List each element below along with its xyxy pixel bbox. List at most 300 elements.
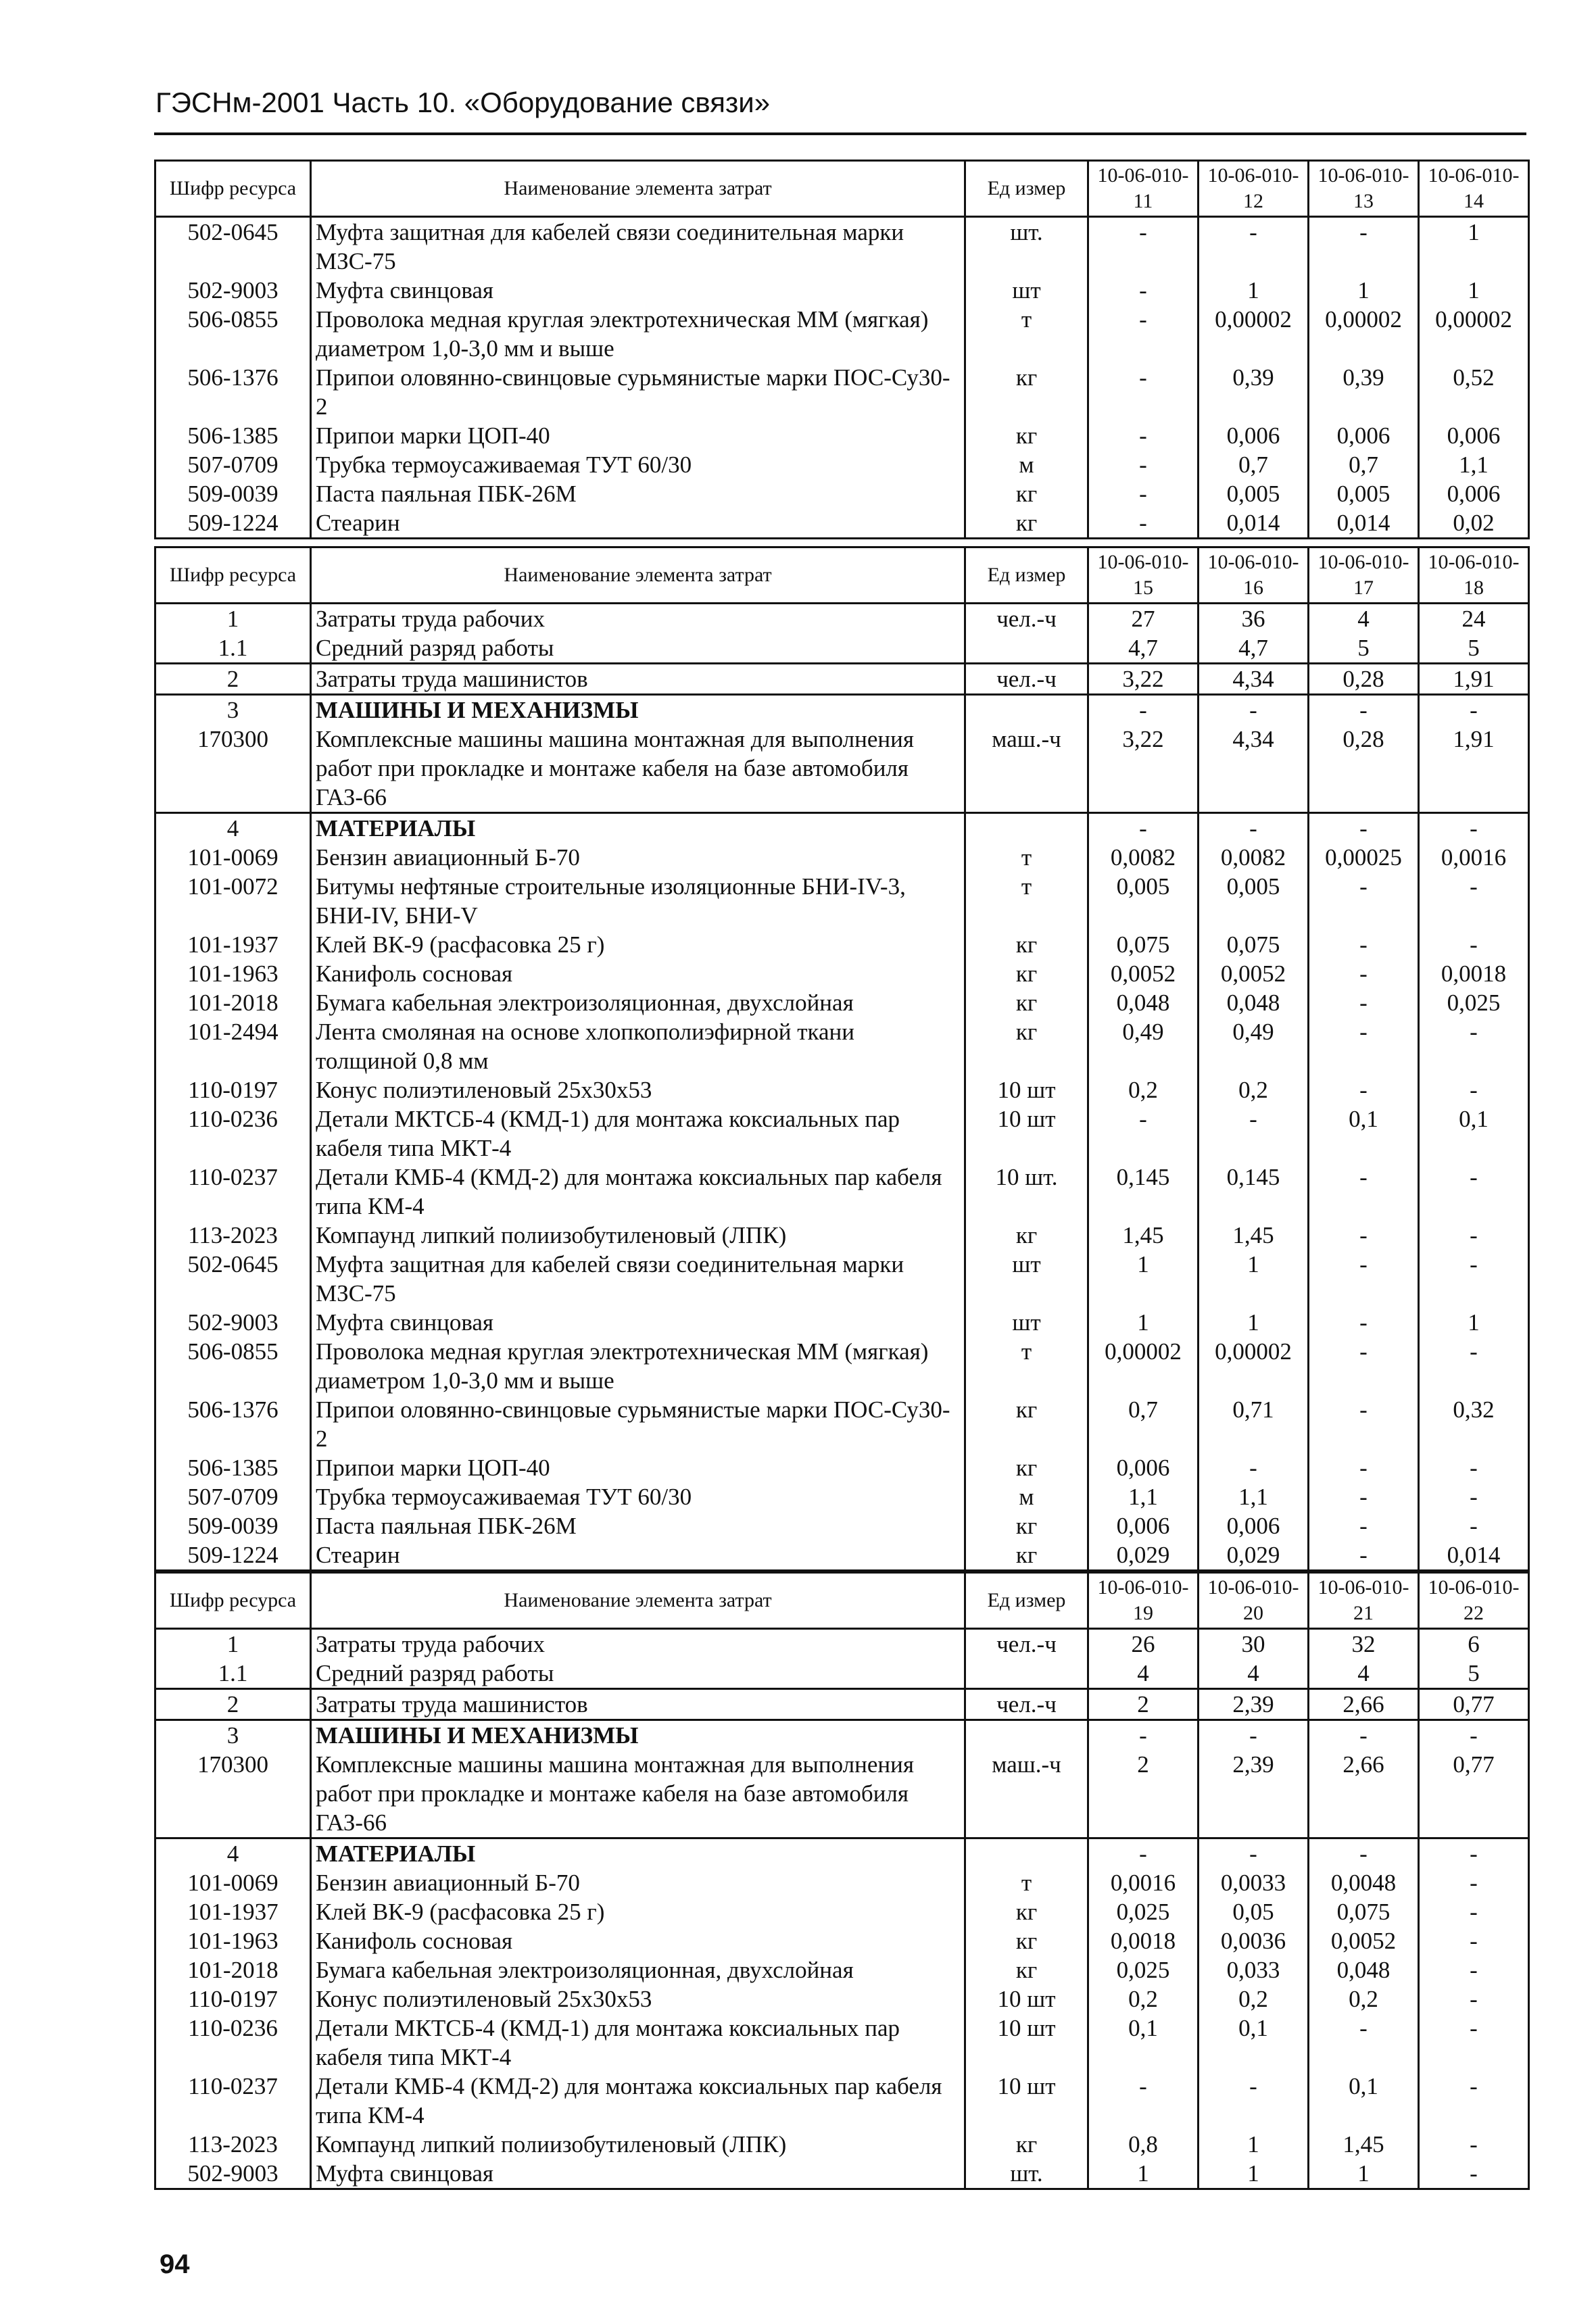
table-row: [155, 1482, 1529, 1511]
resource-name-cell: Затраты труда машинистов: [311, 664, 965, 695]
value-cell: -: [1419, 1453, 1529, 1482]
value-cell: -: [1419, 2072, 1529, 2130]
value-cell: 1: [1419, 276, 1529, 305]
unit-cell: [965, 695, 1088, 725]
unit-cell: 10 шт.: [965, 1163, 1088, 1221]
table-row: [155, 1984, 1529, 2014]
value-cell: -: [1419, 1926, 1529, 1955]
value-cell: -: [1309, 1308, 1419, 1337]
value-cell: 0,0018: [1419, 959, 1529, 988]
column-header-norm-code: 10-06-010-14: [1419, 161, 1529, 217]
column-header-norm-code: 10-06-010-21: [1309, 1573, 1419, 1629]
value-cell: 0,006: [1088, 1511, 1199, 1540]
value-cell: 1: [1419, 217, 1529, 276]
value-cell: 0,048: [1309, 1955, 1419, 1984]
resource-name-cell: Детали КМБ-4 (КМД-2) для монтажа коксиальных пар кабеля типа КМ-4: [311, 1163, 965, 1221]
unit-cell: шт.: [965, 2159, 1088, 2189]
unit-cell: т: [965, 843, 1088, 872]
value-cell: 0,048: [1088, 988, 1199, 1017]
resource-name-cell: Трубка термоусаживаемая ТУТ 60/30: [311, 1482, 965, 1511]
resource-code-cell: 110-0236: [155, 1104, 311, 1163]
value-cell: 0,39: [1309, 363, 1419, 421]
resource-name-cell: Бумага кабельная электроизоляционная, двухслойная: [311, 988, 965, 1017]
value-cell: 24: [1419, 604, 1529, 634]
unit-cell: т: [965, 305, 1088, 363]
value-cell: 0,0052: [1309, 1926, 1419, 1955]
value-cell: -: [1199, 1104, 1309, 1163]
value-cell: 0,8: [1088, 2130, 1199, 2159]
value-cell: 0,52: [1419, 363, 1529, 421]
value-cell: 0,71: [1199, 1395, 1309, 1453]
resource-code-cell: 509-1224: [155, 1540, 311, 1571]
resource-name-cell: Битумы нефтяные строительные изоляционные БНИ-IV-3, БНИ-IV, БНИ-V: [311, 872, 965, 930]
unit-cell: шт: [965, 276, 1088, 305]
resource-code-cell: 170300: [155, 725, 311, 813]
value-cell: 4,7: [1088, 633, 1199, 664]
resource-name-cell: Комплексные машины машина монтажная для выполнения работ при прокладке и монтаже кабеля на базе автомобиля ГАЗ-66: [311, 725, 965, 813]
table-row: [155, 1453, 1529, 1482]
resource-code-cell: 502-0645: [155, 1250, 311, 1308]
value-cell: -: [1419, 1720, 1529, 1751]
value-cell: 1,91: [1419, 664, 1529, 695]
column-header-code: Шифр ресурса: [155, 161, 311, 217]
value-cell: 5: [1419, 1659, 1529, 1689]
value-cell: 0,77: [1419, 1750, 1529, 1838]
resource-code-cell: 1: [155, 604, 311, 634]
page-number: 94: [160, 2249, 190, 2279]
resource-code-cell: 507-0709: [155, 1482, 311, 1511]
resource-code-cell: 502-9003: [155, 2159, 311, 2189]
value-cell: -: [1199, 1453, 1309, 1482]
value-cell: 0,033: [1199, 1955, 1309, 1984]
resource-code-cell: 101-1937: [155, 930, 311, 959]
value-cell: -: [1419, 813, 1529, 844]
unit-cell: [965, 1659, 1088, 1689]
resource-code-cell: 101-2494: [155, 1017, 311, 1075]
value-cell: 0,0016: [1088, 1868, 1199, 1897]
value-cell: 1,45: [1088, 1221, 1199, 1250]
resource-code-cell: 506-1376: [155, 1395, 311, 1453]
value-cell: 0,029: [1199, 1540, 1309, 1571]
unit-cell: [965, 813, 1088, 844]
value-cell: 1: [1088, 1250, 1199, 1308]
resource-code-cell: 506-0855: [155, 1337, 311, 1395]
value-cell: 1: [1088, 1308, 1199, 1337]
value-cell: -: [1309, 813, 1419, 844]
value-cell: 0,77: [1419, 1689, 1529, 1720]
value-cell: 0,1: [1309, 1104, 1419, 1163]
value-cell: -: [1309, 1075, 1419, 1104]
unit-cell: 10 шт: [965, 2072, 1088, 2130]
resource-code-cell: 509-0039: [155, 1511, 311, 1540]
resource-name-cell: Припои оловянно-свинцовые сурьмянистые марки ПОС-Су30-2: [311, 1395, 965, 1453]
resource-code-cell: 4: [155, 1838, 311, 1869]
value-cell: 0,0082: [1088, 843, 1199, 872]
value-cell: -: [1419, 1482, 1529, 1511]
unit-cell: кг: [965, 421, 1088, 450]
column-header-norm-code: 10-06-010-19: [1088, 1573, 1199, 1629]
resource-name-cell: Затраты труда машинистов: [311, 1689, 965, 1720]
resource-code-cell: 101-0069: [155, 843, 311, 872]
column-header-name: Наименование элемента затрат: [311, 1573, 965, 1629]
table-row: [155, 1868, 1529, 1897]
unit-cell: кг: [965, 1511, 1088, 1540]
value-cell: 1: [1309, 276, 1419, 305]
resource-name-cell: Детали КМБ-4 (КМД-2) для монтажа коксиальных пар кабеля типа КМ-4: [311, 2072, 965, 2130]
unit-cell: чел.-ч: [965, 1629, 1088, 1659]
value-cell: -: [1088, 450, 1199, 479]
resource-code-cell: 509-1224: [155, 508, 311, 539]
unit-cell: т: [965, 1868, 1088, 1897]
column-header-unit: Ед измер: [965, 1573, 1088, 1629]
value-cell: -: [1309, 930, 1419, 959]
table-row: [155, 1838, 1529, 1869]
resource-name-cell: Затраты труда рабочих: [311, 604, 965, 634]
table-row: [155, 2159, 1529, 2189]
value-cell: 2: [1088, 1689, 1199, 1720]
value-cell: 0,00002: [1088, 1337, 1199, 1395]
resource-code-cell: 101-2018: [155, 1955, 311, 1984]
resource-name-cell: Детали МКТСБ-4 (КМД-1) для монтажа коксиальных пар кабеля типа МКТ-4: [311, 1104, 965, 1163]
unit-cell: 10 шт: [965, 1984, 1088, 2014]
value-cell: -: [1419, 695, 1529, 725]
value-cell: 0,025: [1419, 988, 1529, 1017]
value-cell: 0,00002: [1199, 1337, 1309, 1395]
page-header: ГЭСНм-2001 Часть 10. «Оборудование связи»: [155, 87, 771, 118]
value-cell: 0,025: [1088, 1897, 1199, 1926]
table-row: [155, 2130, 1529, 2159]
value-cell: -: [1309, 1337, 1419, 1395]
unit-cell: шт.: [965, 217, 1088, 276]
table-row: [155, 1250, 1529, 1308]
value-cell: 0,1: [1199, 2014, 1309, 2072]
unit-cell: кг: [965, 2130, 1088, 2159]
table-row: [155, 695, 1529, 725]
value-cell: -: [1309, 2014, 1419, 2072]
value-cell: -: [1309, 1250, 1419, 1308]
resource-name-cell: Муфта свинцовая: [311, 276, 965, 305]
value-cell: 0,006: [1309, 421, 1419, 450]
value-cell: 0,0033: [1199, 1868, 1309, 1897]
value-cell: 1: [1199, 276, 1309, 305]
table-row: [155, 1926, 1529, 1955]
value-cell: 2,66: [1309, 1750, 1419, 1838]
value-cell: -: [1088, 421, 1199, 450]
value-cell: -: [1309, 1163, 1419, 1221]
value-cell: 1: [1309, 2159, 1419, 2189]
value-cell: -: [1419, 1163, 1529, 1221]
resource-name-cell: Трубка термоусаживаемая ТУТ 60/30: [311, 450, 965, 479]
value-cell: 0,005: [1199, 872, 1309, 930]
value-cell: -: [1309, 988, 1419, 1017]
table-row: [155, 1689, 1529, 1720]
value-cell: 1: [1199, 1250, 1309, 1308]
resource-code-cell: 506-0855: [155, 305, 311, 363]
table-row: [155, 1897, 1529, 1926]
column-header-norm-code: 10-06-010-13: [1309, 161, 1419, 217]
value-cell: 1: [1199, 2130, 1309, 2159]
table-row: [155, 1659, 1529, 1689]
value-cell: 0,0018: [1088, 1926, 1199, 1955]
column-header-norm-code: 10-06-010-22: [1419, 1573, 1529, 1629]
table-row: [155, 1075, 1529, 1104]
value-cell: -: [1419, 1838, 1529, 1869]
table-row: [155, 664, 1529, 695]
resource-name-cell: Конус полиэтиленовый 25x30x53: [311, 1984, 965, 2014]
value-cell: 0,28: [1309, 725, 1419, 813]
unit-cell: чел.-ч: [965, 664, 1088, 695]
table-row: [155, 604, 1529, 634]
table-row: [155, 1720, 1529, 1751]
value-cell: -: [1419, 1984, 1529, 2014]
value-cell: 0,006: [1199, 421, 1309, 450]
resource-name-cell: Лента смоляная на основе хлопкополиэфирной ткани толщиной 0,8 мм: [311, 1017, 965, 1075]
resource-name-cell: МАТЕРИАЛЫ: [311, 1838, 965, 1869]
value-cell: 0,2: [1199, 1984, 1309, 2014]
unit-cell: м: [965, 450, 1088, 479]
resource-name-cell: МАШИНЫ И МЕХАНИЗМЫ: [311, 1720, 965, 1751]
value-cell: 5: [1419, 633, 1529, 664]
table-row: [155, 276, 1529, 305]
value-cell: -: [1309, 1511, 1419, 1540]
value-cell: -: [1309, 959, 1419, 988]
value-cell: 4: [1309, 604, 1419, 634]
value-cell: 0,006: [1419, 479, 1529, 508]
value-cell: -: [1088, 1838, 1199, 1869]
resource-code-cell: 506-1376: [155, 363, 311, 421]
value-cell: 0,029: [1088, 1540, 1199, 1571]
resource-code-cell: 4: [155, 813, 311, 844]
value-cell: 0,005: [1199, 479, 1309, 508]
value-cell: -: [1088, 1104, 1199, 1163]
resource-table-1: [154, 160, 1530, 539]
resource-name-cell: Паста паяльная ПБК-26М: [311, 479, 965, 508]
table-row: [155, 959, 1529, 988]
column-header-name: Наименование элемента затрат: [311, 547, 965, 604]
value-cell: 6: [1419, 1629, 1529, 1659]
value-cell: 0,0036: [1199, 1926, 1309, 1955]
value-cell: 0,0082: [1199, 843, 1309, 872]
value-cell: 0,005: [1309, 479, 1419, 508]
value-cell: -: [1419, 2014, 1529, 2072]
column-header-norm-code: 10-06-010-11: [1088, 161, 1199, 217]
resource-name-cell: Детали МКТСБ-4 (КМД-1) для монтажа коксиальных пар кабеля типа МКТ-4: [311, 2014, 965, 2072]
resource-code-cell: 1: [155, 1629, 311, 1659]
value-cell: 1: [1199, 1308, 1309, 1337]
resource-code-cell: 110-0197: [155, 1075, 311, 1104]
table-row: [155, 1221, 1529, 1250]
value-cell: 0,006: [1419, 421, 1529, 450]
value-cell: -: [1419, 2159, 1529, 2189]
column-header-norm-code: 10-06-010-17: [1309, 547, 1419, 604]
value-cell: -: [1419, 1221, 1529, 1250]
value-cell: -: [1419, 1337, 1529, 1395]
resource-name-cell: Бензин авиационный Б-70: [311, 843, 965, 872]
value-cell: -: [1199, 813, 1309, 844]
value-cell: 32: [1309, 1629, 1419, 1659]
value-cell: 0,005: [1088, 872, 1199, 930]
resource-name-cell: МАШИНЫ И МЕХАНИЗМЫ: [311, 695, 965, 725]
resource-code-cell: 101-0072: [155, 872, 311, 930]
value-cell: 4: [1309, 1659, 1419, 1689]
value-cell: 1,45: [1199, 1221, 1309, 1250]
value-cell: -: [1199, 1720, 1309, 1751]
column-header-norm-code: 10-06-010-18: [1419, 547, 1529, 604]
resource-code-cell: 506-1385: [155, 421, 311, 450]
column-header-norm-code: 10-06-010-12: [1199, 161, 1309, 217]
value-cell: 0,00002: [1199, 305, 1309, 363]
value-cell: -: [1088, 1720, 1199, 1751]
resource-code-cell: 3: [155, 695, 311, 725]
value-cell: 5: [1309, 633, 1419, 664]
resource-name-cell: Клей ВК-9 (расфасовка 25 г): [311, 930, 965, 959]
resource-name-cell: Проволока медная круглая электротехническая ММ (мягкая) диаметром 1,0-3,0 мм и выше: [311, 1337, 965, 1395]
value-cell: -: [1309, 695, 1419, 725]
table-row: [155, 988, 1529, 1017]
resource-name-cell: Компаунд липкий полиизобутиленовый (ЛПК): [311, 2130, 965, 2159]
table-row: [155, 363, 1529, 421]
unit-cell: кг: [965, 1453, 1088, 1482]
resource-code-cell: 3: [155, 1720, 311, 1751]
resource-code-cell: 101-2018: [155, 988, 311, 1017]
resource-code-cell: 110-0236: [155, 2014, 311, 2072]
unit-cell: [965, 633, 1088, 664]
value-cell: 2,66: [1309, 1689, 1419, 1720]
value-cell: -: [1309, 217, 1419, 276]
value-cell: 1,1: [1088, 1482, 1199, 1511]
value-cell: 0,32: [1419, 1395, 1529, 1453]
table-row: [155, 1395, 1529, 1453]
unit-cell: кг: [965, 1955, 1088, 1984]
value-cell: 0,2: [1199, 1075, 1309, 1104]
unit-cell: т: [965, 872, 1088, 930]
value-cell: 1: [1419, 1308, 1529, 1337]
resource-name-cell: Канифоль сосновая: [311, 1926, 965, 1955]
resource-code-cell: 2: [155, 664, 311, 695]
value-cell: 2,39: [1199, 1750, 1309, 1838]
resource-code-cell: 113-2023: [155, 2130, 311, 2159]
table-row: [155, 2072, 1529, 2130]
unit-cell: шт: [965, 1308, 1088, 1337]
resource-name-cell: Стеарин: [311, 1540, 965, 1571]
unit-cell: кг: [965, 479, 1088, 508]
value-cell: -: [1088, 217, 1199, 276]
value-cell: 4,7: [1199, 633, 1309, 664]
value-cell: -: [1419, 872, 1529, 930]
value-cell: 4,34: [1199, 664, 1309, 695]
column-header-code: Шифр ресурса: [155, 1573, 311, 1629]
resource-name-cell: Муфта свинцовая: [311, 2159, 965, 2189]
resource-code-cell: 170300: [155, 1750, 311, 1838]
value-cell: 0,1: [1419, 1104, 1529, 1163]
value-cell: 1,1: [1199, 1482, 1309, 1511]
resource-name-cell: Припои марки ЦОП-40: [311, 421, 965, 450]
resource-name-cell: Средний разряд работы: [311, 633, 965, 664]
unit-cell: кг: [965, 988, 1088, 1017]
unit-cell: маш.-ч: [965, 725, 1088, 813]
value-cell: 0,145: [1199, 1163, 1309, 1221]
resource-code-cell: 101-1963: [155, 959, 311, 988]
value-cell: -: [1309, 872, 1419, 930]
resource-name-cell: Компаунд липкий полиизобутиленовый (ЛПК): [311, 1221, 965, 1250]
resource-code-cell: 506-1385: [155, 1453, 311, 1482]
resource-name-cell: Клей ВК-9 (расфасовка 25 г): [311, 1897, 965, 1926]
resource-code-cell: 110-0197: [155, 1984, 311, 2014]
column-header-code: Шифр ресурса: [155, 547, 311, 604]
value-cell: 0,0048: [1309, 1868, 1419, 1897]
value-cell: -: [1419, 1868, 1529, 1897]
value-cell: 0,7: [1309, 450, 1419, 479]
value-cell: 2: [1088, 1750, 1199, 1838]
value-cell: 4,34: [1199, 725, 1309, 813]
value-cell: 0,0016: [1419, 843, 1529, 872]
unit-cell: кг: [965, 1926, 1088, 1955]
value-cell: 0,006: [1088, 1453, 1199, 1482]
unit-cell: [965, 1838, 1088, 1869]
value-cell: 0,2: [1309, 1984, 1419, 2014]
value-cell: 0,1: [1088, 2014, 1199, 2072]
table-row: [155, 1308, 1529, 1337]
table-row: [155, 479, 1529, 508]
value-cell: -: [1199, 695, 1309, 725]
value-cell: 0,00002: [1309, 305, 1419, 363]
unit-cell: кг: [965, 1540, 1088, 1571]
header-rule: [154, 132, 1526, 135]
table-row: [155, 872, 1529, 930]
value-cell: -: [1309, 1720, 1419, 1751]
value-cell: 27: [1088, 604, 1199, 634]
value-cell: 0,0052: [1199, 959, 1309, 988]
resource-name-cell: Конус полиэтиленовый 25x30x53: [311, 1075, 965, 1104]
value-cell: 0,05: [1199, 1897, 1309, 1926]
table-row: [155, 1540, 1529, 1571]
value-cell: 4: [1199, 1659, 1309, 1689]
table-row: [155, 421, 1529, 450]
value-cell: -: [1419, 1897, 1529, 1926]
value-cell: 0,02: [1419, 508, 1529, 539]
value-cell: 1,45: [1309, 2130, 1419, 2159]
value-cell: 0,39: [1199, 363, 1309, 421]
resource-name-cell: Припои марки ЦОП-40: [311, 1453, 965, 1482]
resource-code-cell: 1.1: [155, 1659, 311, 1689]
resource-table-2: [154, 546, 1530, 1571]
table-row: [155, 633, 1529, 664]
value-cell: 0,7: [1088, 1395, 1199, 1453]
value-cell: -: [1419, 1250, 1529, 1308]
value-cell: 1,91: [1419, 725, 1529, 813]
value-cell: -: [1088, 479, 1199, 508]
unit-cell: кг: [965, 1017, 1088, 1075]
unit-cell: чел.-ч: [965, 604, 1088, 634]
table-row: [155, 450, 1529, 479]
value-cell: 0,49: [1199, 1017, 1309, 1075]
table-row: [155, 725, 1529, 813]
value-cell: -: [1419, 1955, 1529, 1984]
resource-name-cell: Муфта защитная для кабелей связи соединительная марки МЗС-75: [311, 1250, 965, 1308]
resource-code-cell: 101-1963: [155, 1926, 311, 1955]
table-row: [155, 813, 1529, 844]
unit-cell: кг: [965, 1897, 1088, 1926]
resource-name-cell: Затраты труда рабочих: [311, 1629, 965, 1659]
value-cell: 0,0052: [1088, 959, 1199, 988]
resource-name-cell: Муфта свинцовая: [311, 1308, 965, 1337]
value-cell: 0,014: [1199, 508, 1309, 539]
table-row: [155, 930, 1529, 959]
unit-cell: кг: [965, 363, 1088, 421]
value-cell: 3,22: [1088, 725, 1199, 813]
value-cell: 0,2: [1088, 1075, 1199, 1104]
value-cell: 3,22: [1088, 664, 1199, 695]
